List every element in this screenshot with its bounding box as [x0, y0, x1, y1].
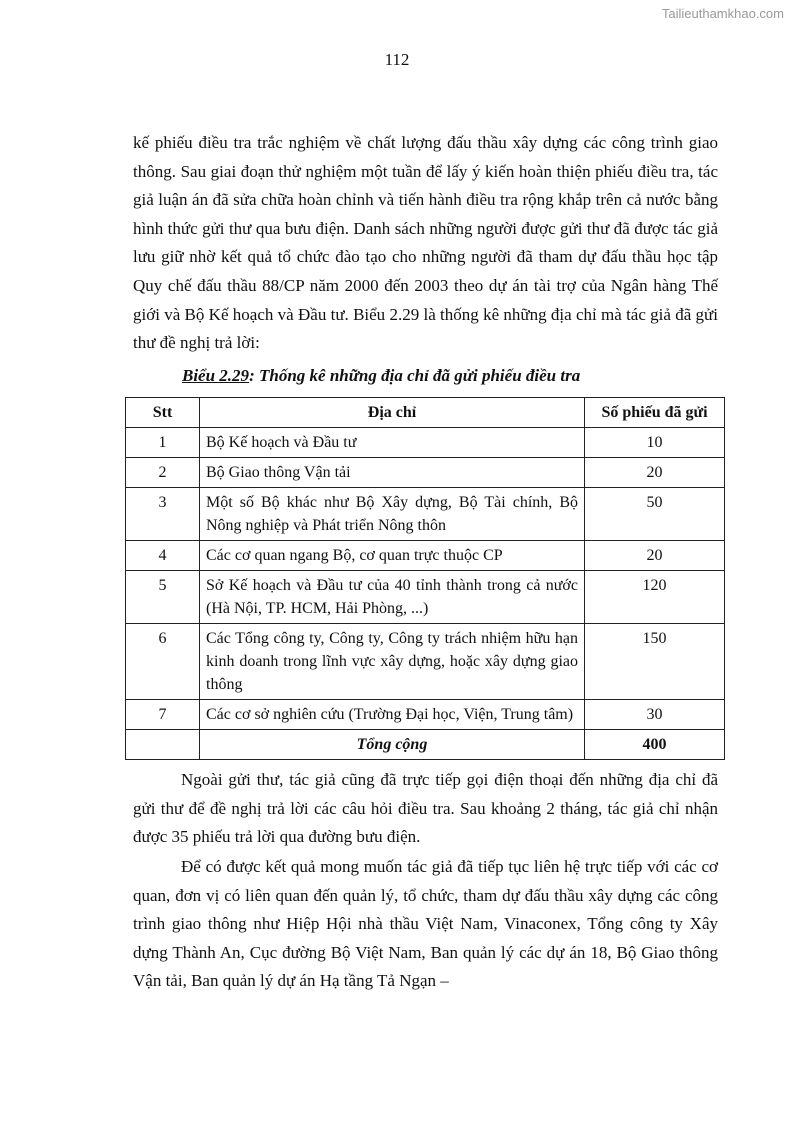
cell-address: Bộ Kế hoạch và Đầu tư: [200, 428, 585, 458]
header-address: Địa chỉ: [200, 398, 585, 428]
cell-stt: 7: [126, 700, 200, 730]
cell-stt: 4: [126, 541, 200, 571]
table-row: [126, 624, 725, 700]
header-stt: Stt: [126, 398, 200, 428]
cell-total-label: Tổng cộng: [200, 730, 585, 760]
paragraph-followup: Ngoài gửi thư, tác giả cũng đã trực tiếp gọi điện thoại đến những địa chỉ đã gửi thư để đề nghị trả lời các câu hỏi điều tra. Sau khoảng 2 tháng, tác giả chỉ nhận được 35 phiếu trả lời qua đường bưu điện.: [133, 770, 718, 847]
table-total-row: [126, 730, 725, 760]
cell-total-count: 400: [585, 730, 725, 760]
cell-stt: 1: [126, 428, 200, 458]
watermark: Tailieuthamkhao.com: [661, 6, 784, 21]
cell-address: Các cơ sở nghiên cứu (Trường Đại học, Viện, Trung tâm): [200, 700, 585, 730]
cell-address: Các cơ quan ngang Bộ, cơ quan trực thuộc CP: [200, 541, 585, 571]
paragraph-intro: kế phiếu điều tra trắc nghiệm về chất lượng đấu thầu xây dựng các công trình giao thông. Sau giai đoạn thử nghiệm một tuần để lấy ý kiến hoàn thiện phiếu điều tra, tác giả luận án đã sửa chữa hoàn chỉnh và tiến hành điều tra rộng khắp trên cả nước bằng hình thức gửi thư qua bưu điện. Danh sách những người được gửi thư đã được tác giả lưu giữ nhờ kết quả tổ chức đào tạo cho những người đã tham dự đấu thầu học tập Quy chế đấu thầu 88/CP năm 2000 đến 2003 theo dự án tài trợ của Ngân hàng Thế giới và Bộ Kế hoạch và Đầu tư. Biểu 2.29 là thống kê những địa chỉ mà tác giả đã gửi thư đề nghị trả lời:: [133, 133, 718, 353]
cell-stt: 5: [126, 571, 200, 624]
table-header-row: [126, 398, 725, 428]
cell-count: 10: [585, 428, 725, 458]
cell-stt: 3: [126, 488, 200, 541]
caption-label: Biểu 2.29: [182, 366, 250, 385]
cell-stt: 6: [126, 624, 200, 700]
cell-address: Một số Bộ khác như Bộ Xây dựng, Bộ Tài chính, Bộ Nông nghiệp và Phát triển Nông thôn: [200, 488, 585, 541]
cell-count: 20: [585, 541, 725, 571]
cell-stt: 2: [126, 458, 200, 488]
cell-count: 50: [585, 488, 725, 541]
cell-count: 150: [585, 624, 725, 700]
survey-address-table: [125, 397, 725, 760]
cell-count: 120: [585, 571, 725, 624]
cell-total-empty: [126, 730, 200, 760]
header-count: Số phiếu đã gửi: [585, 398, 725, 428]
table-row: [126, 488, 725, 541]
cell-count: 30: [585, 700, 725, 730]
table-row: [126, 428, 725, 458]
cell-count: 20: [585, 458, 725, 488]
table-caption: [182, 366, 580, 386]
page-number: 112: [384, 50, 410, 69]
cell-address: Bộ Giao thông Vận tải: [200, 458, 585, 488]
table-row: [126, 571, 725, 624]
table-row: [126, 458, 725, 488]
cell-address: Các Tổng công ty, Công ty, Công ty trách nhiệm hữu hạn kinh doanh trong lĩnh vực xây dựng, hoặc xây dựng giao thông: [200, 624, 585, 700]
table-row: [126, 541, 725, 571]
paragraph-contact: Để có được kết quả mong muốn tác giả đã tiếp tục liên hệ trực tiếp với các cơ quan, đơn vị có liên quan đến quản lý, tổ chức, tham dự đấu thầu xây dựng các công trình giao thông như Hiệp Hội nhà thầu Việt Nam, Vinaconex, Tổng công ty Xây dựng Thành An, Cục đường Bộ Việt Nam, Ban quản lý các dự án 18, Bộ Giao thông Vận tải, Ban quản lý dự án Hạ tầng Tả Ngạn –: [133, 857, 718, 991]
cell-address: Sở Kế hoạch và Đầu tư của 40 tỉnh thành trong cả nước (Hà Nội, TP. HCM, Hải Phòng, ...): [200, 571, 585, 624]
table-row: [126, 700, 725, 730]
caption-text: : Thống kê những địa chỉ đã gửi phiếu điều tra: [249, 366, 581, 385]
